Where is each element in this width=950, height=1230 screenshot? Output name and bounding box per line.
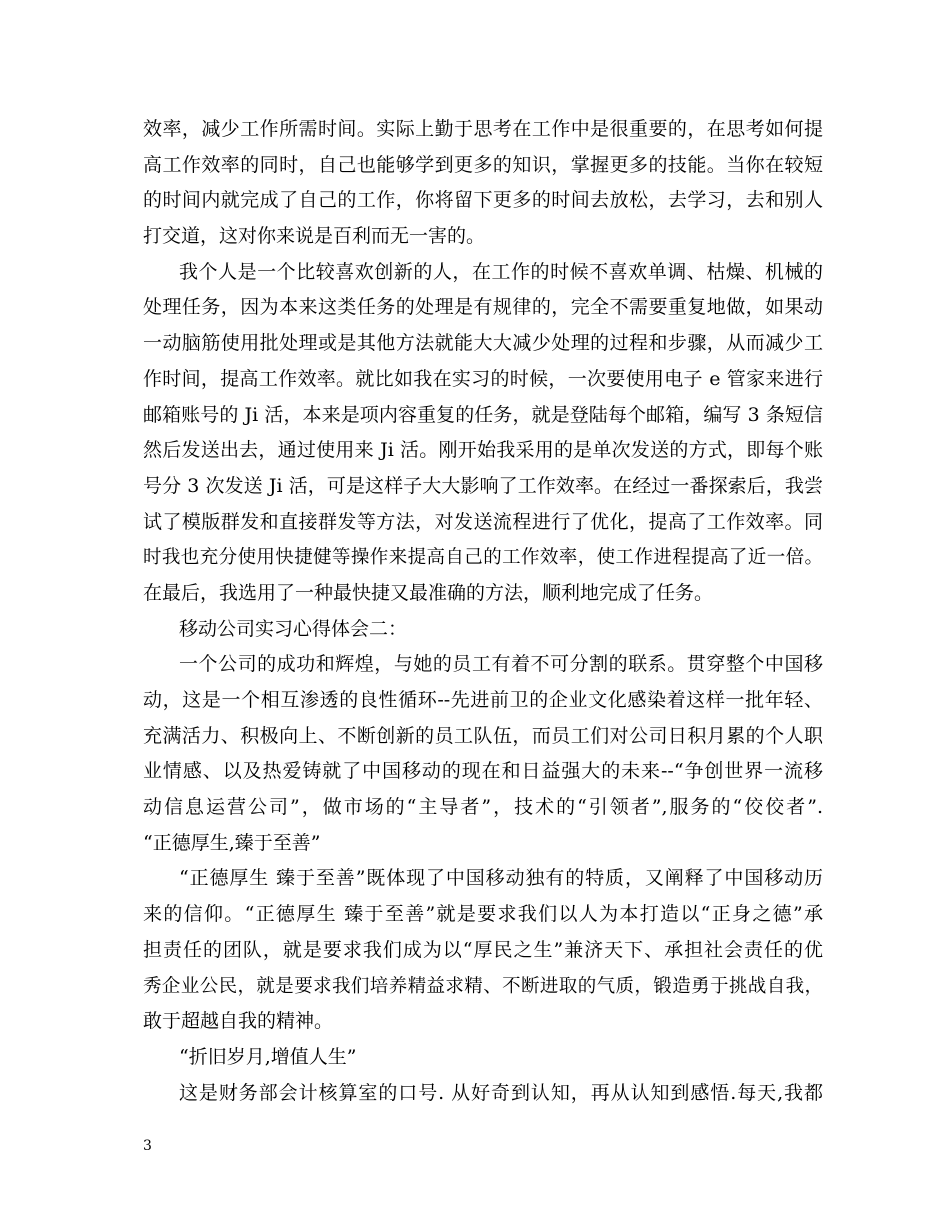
text-line: 效率，减少工作所需时间。实际上勤于思考在工作中是很重要的，在思考如何提 xyxy=(143,118,823,140)
text-line: 来的信仰。“正德厚生 臻于至善”就是要求我们以人为本打造以“正身之德”承 xyxy=(143,903,823,926)
text-line: 处理任务，因为本来这类任务的处理是有规律的，完全不需要重复地做，如果动 xyxy=(143,296,823,319)
document-body xyxy=(143,112,823,1111)
text-line: 移动公司实习心得体会二： xyxy=(179,617,408,640)
text-line: 时我也充分使用快捷健等操作来提高自己的工作效率，使工作进程提高了近一倍。 xyxy=(143,547,823,569)
text-line: “正德厚生 臻于至善”既体现了中国移动独有的特质，又阐释了中国移动历 xyxy=(179,867,823,890)
text-line: 在最后，我选用了一种最快捷又最准确的方法，顺利地完成了任务。 xyxy=(143,581,714,604)
text-line: 一个公司的成功和辉煌，与她的员工有着不可分割的联系。贯穿整个中国移 xyxy=(179,653,823,676)
text-line: 我个人是一个比较喜欢创新的人，在工作的时候不喜欢单调、枯燥、机械的 xyxy=(179,260,823,283)
text-line: 动信息运营公司”，做市场的“主导者”，技术的“引领者”,服务的“佼佼者”. xyxy=(143,796,823,819)
text-line: “折旧岁月,增值人生” xyxy=(179,1045,357,1068)
text-line: 担责任的团队，就是要求我们成为以“厚民之生”兼济天下、承担社会责任的优 xyxy=(143,938,823,961)
text-line: 高工作效率的同时，自己也能够学到更多的知识，掌握更多的技能。当你在较短 xyxy=(143,153,823,176)
text-line: “正德厚生,臻于至善” xyxy=(143,831,321,854)
text-line: 打交道，这对你来说是百利而无一害的。 xyxy=(143,225,486,248)
text-line: 业情感、以及热爱铸就了中国移动的现在和日益强大的未来--“争创世界一流移 xyxy=(143,760,823,783)
text-line: 作时间，提高工作效率。就比如我在实习的时候，一次要使用电子 e 管家来进行 xyxy=(143,367,823,390)
text-line: 试了模版群发和直接群发等方法，对发送流程进行了优化，提高了工作效率。同 xyxy=(143,510,823,533)
text-line: 这是财务部会计核算室的口号. 从好奇到认知，再从认知到感悟.每天,我都 xyxy=(179,1081,823,1104)
text-line: 然后发送出去，通过使用来 Ji 活。刚开始我采用的是单次发送的方式，即每个账 xyxy=(143,439,823,462)
text-line: 的时间内就完成了自己的工作，你将留下更多的时间去放松，去学习，去和别人 xyxy=(143,189,823,212)
text-line: 敢于超越自我的精神。 xyxy=(143,1010,334,1033)
page-number: 3 xyxy=(143,1138,152,1154)
text-line: 秀企业公民，就是要求我们培养精益求精、不断进取的气质，锻造勇于挑战自我， xyxy=(143,975,823,997)
text-line: 邮箱账号的 Ji 活，本来是项内容重复的任务，就是登陆每个邮箱，编写 3 条短信 xyxy=(143,403,823,426)
text-line: 充满活力、积极向上、不断创新的员工队伍，而员工们对公司日积月累的个人职 xyxy=(143,724,823,747)
text-line: 号分 3 次发送 Ji 活，可是这样子大大影响了工作效率。在经过一番探索后，我尝 xyxy=(143,474,823,497)
text-line: 一动脑筋使用批处理或是其他方法就能大大减少处理的过程和步骤，从而减少工 xyxy=(143,332,823,355)
text-line: 动，这是一个相互渗透的良性循环--先进前卫的企业文化感染着这样一批年轻、 xyxy=(143,689,823,711)
